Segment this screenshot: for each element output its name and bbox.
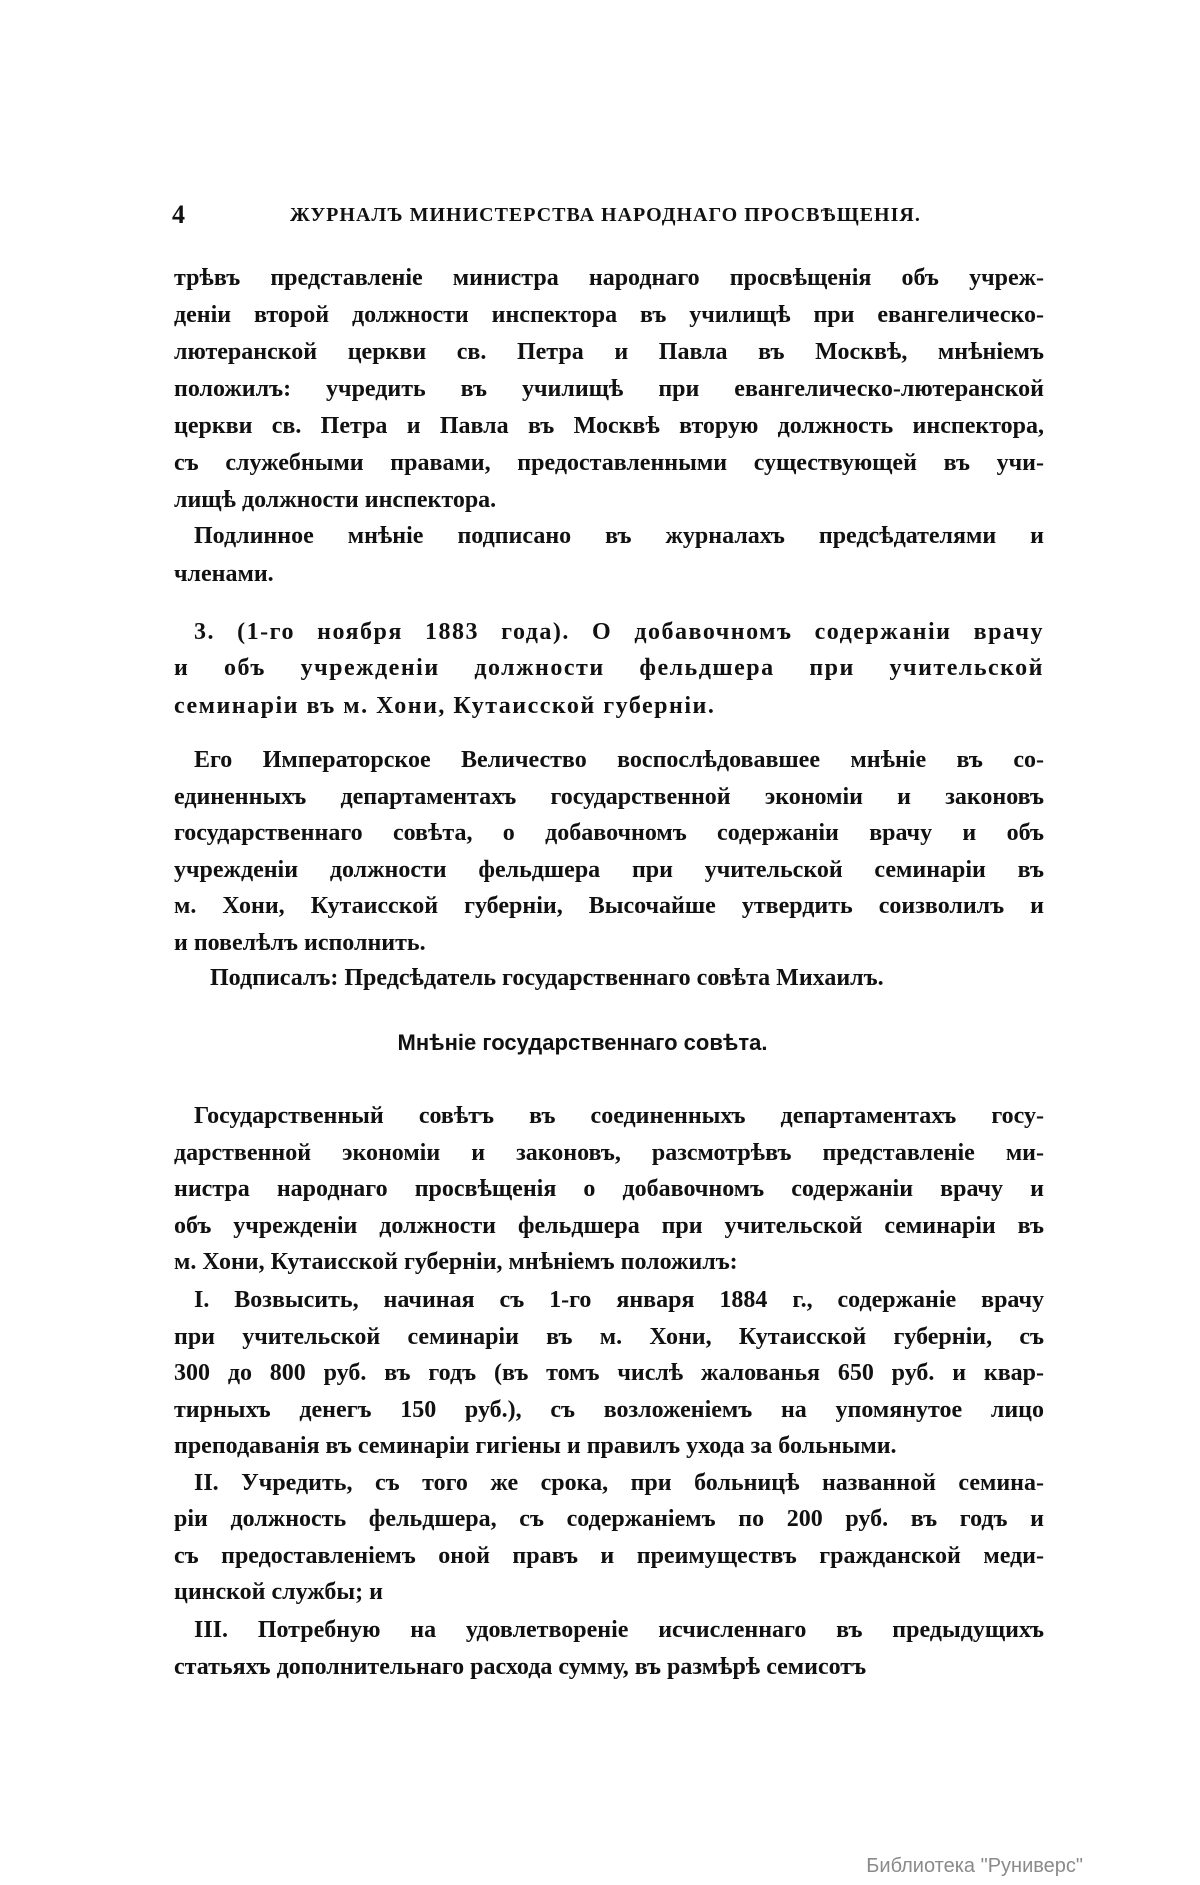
text-line: цинской службы; и: [174, 1579, 383, 1605]
text-line: положилъ: учредить въ училищѣ при евангелическо-лютеранской: [174, 376, 1044, 402]
text-line: м. Хони, Кутаисской губерніи, мнѣніемъ положилъ:: [174, 1249, 738, 1275]
section-heading: Мнѣніе государственнаго совѣта.: [397, 1030, 768, 1055]
text-line: 3. (1-го ноября 1883 года). О добавочномъ содержаніи врачу: [194, 619, 1044, 645]
text-line: церкви св. Петра и Павла въ Москвѣ вторую должность инспектора,: [174, 413, 1044, 439]
text-line: съ предоставленіемъ оной правъ и преимуществъ гражданской меди-: [174, 1543, 1044, 1569]
text-line: преподаванія въ семинаріи гигіены и правилъ ухода за больными.: [174, 1433, 897, 1459]
text-line: трѣвъ представленіе министра народнаго просвѣщенія объ учреж-: [174, 265, 1044, 291]
text-line: единенныхъ департаментахъ государственной экономіи и законовъ: [174, 784, 1044, 810]
text-line: тирныхъ денегъ 150 руб.), съ возложеніемъ на упомянутое лицо: [174, 1397, 1044, 1423]
text-line: Государственный совѣтъ въ соединенныхъ департаментахъ госу-: [194, 1103, 1044, 1129]
text-line: статьяхъ дополнительнаго расхода сумму, въ размѣрѣ семисотъ: [174, 1654, 867, 1680]
library-watermark: Библиотека "Руниверс": [866, 1855, 1083, 1877]
text-line: 300 до 800 руб. въ годъ (въ томъ числѣ жалованья 650 руб. и квар-: [174, 1360, 1044, 1386]
text-line: нистра народнаго просвѣщенія о добавочномъ содержаніи врачу и: [174, 1176, 1044, 1202]
text-line: и повелѣлъ исполнить.: [174, 930, 426, 956]
running-title: ЖУРНАЛЪ МИНИСТЕРСТВА НАРОДНАГО ПРОСВѢЩЕНІЯ.: [290, 204, 921, 226]
text-line: лютеранской церкви св. Петра и Павла въ Москвѣ, мнѣніемъ: [174, 339, 1044, 365]
page-number: 4: [172, 200, 185, 229]
text-line: м. Хони, Кутаисской губерніи, Высочайше утвердить соизволилъ и: [174, 893, 1044, 919]
text-line: членами.: [174, 561, 274, 587]
text-line: дарственной экономіи и законовъ, разсмотрѣвъ представленіе ми-: [174, 1140, 1044, 1166]
text-line: учрежденіи должности фельдшера при учительской семинаріи въ: [174, 857, 1044, 883]
text-line: государственнаго совѣта, о добавочномъ содержаніи врачу и объ: [174, 820, 1044, 846]
text-line: деніи второй должности инспектора въ училищѣ при евангелическо-: [174, 302, 1044, 328]
text-line: и объ учрежденіи должности фельдшера при учительской: [174, 655, 1044, 681]
text-line: семинаріи въ м. Хони, Кутаисской губерніи.: [174, 693, 716, 719]
text-line: I. Возвысить, начиная съ 1-го января 1884 г., содержаніе врачу: [194, 1287, 1044, 1313]
text-line: объ учрежденіи должности фельдшера при учительской семинаріи въ: [174, 1213, 1044, 1239]
text-line: Подлинное мнѣніе подписано въ журналахъ предсѣдателями и: [194, 523, 1044, 549]
text-line: ріи должность фельдшера, съ содержаніемъ по 200 руб. въ годъ и: [174, 1506, 1044, 1532]
text-line: лищѣ должности инспектора.: [174, 487, 497, 513]
text-line: II. Учредить, съ того же срока, при больницѣ названной семина-: [194, 1470, 1044, 1496]
text-line: Подписалъ: Предсѣдатель государственнаго совѣта Михаилъ.: [210, 965, 884, 991]
text-line: Его Императорское Величество воспослѣдовавшее мнѣніе въ со-: [194, 747, 1044, 773]
text-line: съ служебными правами, предоставленными существующей въ учи-: [174, 450, 1044, 476]
text-line: при учительской семинаріи въ м. Хони, Кутаисской губерніи, съ: [174, 1324, 1044, 1350]
text-line: III. Потребную на удовлетвореніе исчисленнаго въ предыдущихъ: [194, 1617, 1044, 1643]
